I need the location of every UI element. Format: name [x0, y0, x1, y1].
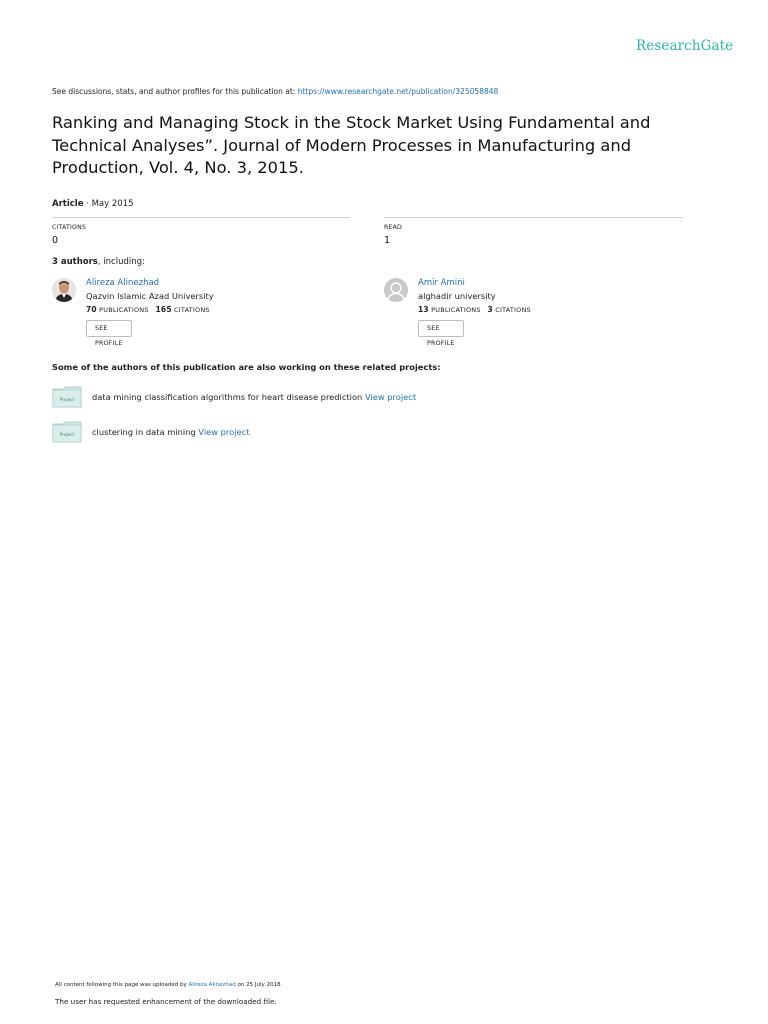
see-profile-button[interactable]: SEE PROFILE: [418, 320, 464, 337]
folder-icon: [52, 421, 82, 443]
uploader-link[interactable]: Alireza Alinezhad: [188, 982, 236, 988]
citations-label: CITATIONS: [52, 224, 87, 231]
publication-url-link[interactable]: https://www.researchgate.net/publication/325058848: [297, 87, 499, 96]
author-stats: [86, 305, 210, 314]
publications-label: PUBLICATIONS: [431, 306, 481, 314]
view-project-link[interactable]: View project: [364, 392, 417, 402]
author-institution: Qazvin Islamic Azad University: [86, 291, 214, 301]
avatar[interactable]: [52, 278, 76, 302]
authors-count: 3 authors: [52, 257, 98, 267]
publication-meta: [52, 199, 134, 209]
reads-label: READ: [384, 224, 403, 231]
project-title: [92, 392, 416, 402]
reads-value: 1: [384, 235, 391, 246]
project-title: [92, 427, 249, 437]
publication-date: May 2015: [91, 199, 134, 209]
author-citations-count: 165: [155, 305, 172, 314]
related-projects-heading: Some of the authors of this publication are also working on these related projects:: [52, 362, 441, 372]
view-project-link[interactable]: View project: [198, 427, 250, 437]
project-name: clustering in data mining: [92, 427, 196, 437]
author-stats: [418, 305, 531, 314]
publication-title: Ranking and Managing Stock in the Stock Market Using Fundamental and Technical Analyses”. Journal of Modern Processes in Manufacturing and Production, Vol. 4, No. 3, 2015.: [52, 113, 651, 177]
upload-suffix: on 25 July 2018.: [237, 982, 283, 988]
upload-note: [55, 982, 282, 988]
folder-icon: [52, 386, 82, 408]
publications-label: PUBLICATIONS: [99, 306, 149, 314]
publication-type: Article: [52, 199, 84, 209]
publications-count: 13: [418, 305, 429, 314]
default-avatar-icon: [384, 278, 408, 302]
author-citations-label: CITATIONS: [495, 306, 531, 314]
avatar[interactable]: [384, 278, 408, 302]
author-name-link[interactable]: Alireza Alinezhad: [86, 278, 160, 288]
author-institution: alghadir university: [418, 291, 496, 301]
citations-divider: [52, 217, 350, 218]
folder-label: Project: [59, 432, 75, 437]
author-photo-icon: [52, 278, 76, 302]
meta-separator: ·: [83, 199, 92, 209]
enhancement-note: The user has requested enhancement of the downloaded file.: [55, 997, 277, 1006]
see-profile-button[interactable]: SEE PROFILE: [86, 320, 132, 337]
author-name-link[interactable]: Amir Amini: [418, 278, 465, 288]
authors-suffix: , including:: [97, 257, 145, 267]
citations-value: 0: [52, 235, 59, 246]
researchgate-logo[interactable]: ResearchGate: [636, 38, 734, 54]
discussion-line: [52, 87, 498, 96]
discussion-prefix: See discussions, stats, and author profiles for this publication at:: [52, 87, 296, 96]
reads-divider: [384, 217, 683, 218]
folder-label: Project: [59, 397, 75, 402]
publications-count: 70: [86, 305, 97, 314]
author-citations-label: CITATIONS: [174, 306, 210, 314]
upload-prefix: All content following this page was uploaded by: [55, 982, 187, 988]
authors-heading: [52, 257, 145, 267]
author-citations-count: 3: [487, 305, 493, 314]
project-name: data mining classification algorithms for heart disease prediction: [92, 392, 363, 402]
